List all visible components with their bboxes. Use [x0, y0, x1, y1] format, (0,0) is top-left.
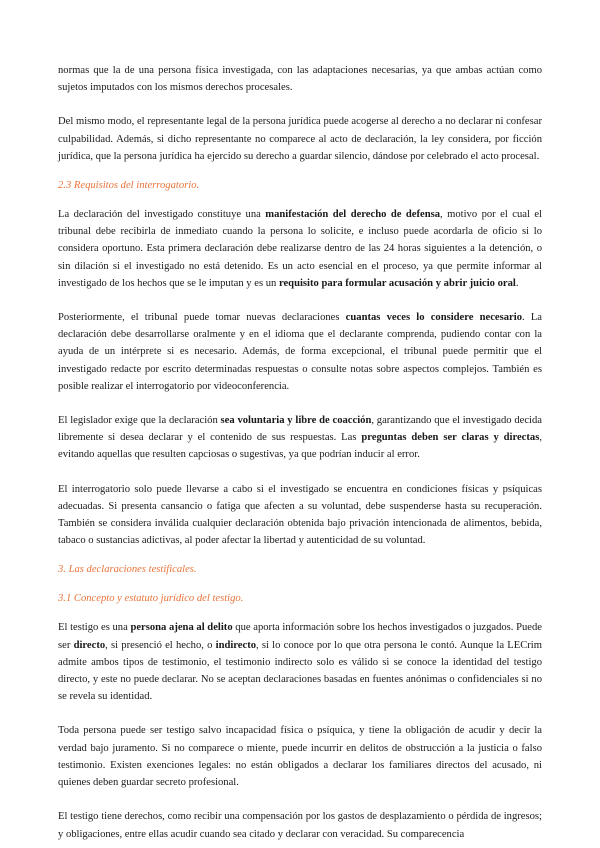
paragraph-legal-representative: Del mismo modo, el representante legal de la persona jurídica puede acogerse al derecho a no declarar ni confesar culpabilidad. Además, si dicho representante no comparece al acto de declaración, la ley considera, por ficción jurídica, que la persona jurídica ha ejercido su derecho a guardar silencio, dándose por celebrado el acto procesal. — [58, 116, 542, 162]
text-run: , garantizando que el investigado decida libremente si desea declarar y el contenido de sus respuestas. Las — [58, 415, 542, 444]
text-run: Posteriormente, el tribunal puede tomar nuevas declaraciones — [58, 312, 346, 324]
text-run: . — [515, 277, 519, 289]
bold-text: cuantas veces lo considere necesario — [345, 312, 522, 324]
paragraph-obligacion-testigo: Toda persona puede ser testigo salvo incapacidad física o psíquica, y tiene la obligación de acudir y decir la verdad bajo juramento. Si no comparece o miente, puede incurrir en delitos de obstrucción a la justicia o falso testimonio. Existen exenciones legales: no están obligados a declarar los familiares directos del acusado, ni quienes deben guardar secreto profesional. — [58, 725, 542, 789]
paragraph-testigo — [58, 619, 542, 705]
bold-text: directo — [73, 639, 106, 651]
bold-text: persona ajena al delito — [130, 622, 233, 634]
text-run: El testigo es una — [58, 622, 131, 634]
text-run: , si presenció el hecho, o — [105, 639, 216, 651]
paragraph-condiciones: El interrogatorio solo puede llevarse a cabo si el investigado se encuentra en condiciones físicas y psíquicas adecuadas. Si presenta cansancio o fatiga que afecten a su voluntad, debe suspenderse hasta su recuperación. También se considera inválida cualquier declaración obtenida bajo privación intencionada de alimentos, bebida, tabaco o sustancias adictivas, al poder afectar la libertad y autenticidad de su voluntad. — [58, 483, 542, 547]
text-run: , si lo conoce por lo que otra persona le contó. Aunque la LECrim admite ambos tipos de testimonio, el testimonio indirecto solo es válido si se conoce la identidad del testigo directo, y este no puede declarar. No se aceptan declaraciones basadas en fuentes anónimas o confidenciales si no se revela su identidad. — [58, 639, 542, 703]
text-run: El legislador exige que la declaración — [58, 415, 221, 427]
text-run: que aporta información sobre los hechos investigados o juzgados. Puede ser — [58, 622, 542, 651]
bold-text: preguntas deben ser claras y directas — [361, 432, 540, 444]
text-run: La declaración del investigado constituye una — [58, 209, 266, 221]
heading-concepto-testigo: 3.1 Concepto y estatuto jurídico del testigo. — [58, 593, 244, 605]
bold-text: manifestación del derecho de defensa — [265, 209, 441, 221]
text-run: , evitando aquellas que resulten capciosas o sugestivas, ya que podrían inducir al error. — [58, 432, 542, 461]
text-run: , motivo por el cual el tribunal debe recibirla de inmediato cuando la persona lo solicite, e incluso puede acordarla de oficio si lo considera oportuno. Esta primera declaración debe realizarse dentro de las 24 horas siguientes a la detención, o sin dilación si el investigado no está detenido. Es un acto esencial en el proceso, ya que permite informar al investigado de los hechos que se le imputan y es un — [58, 209, 542, 289]
paragraph-derechos-testigo: El testigo tiene derechos, como recibir una compensación por los gastos de desplazamiento o pérdida de ingresos; y obligaciones, entre ellas acudir cuando sea citado y declarar con veracidad. Su comparecencia — [58, 811, 542, 840]
bold-text: indirecto — [215, 639, 257, 651]
paragraph-voluntaria — [58, 412, 542, 464]
bold-text: sea voluntaria y libre de coacción — [220, 415, 372, 427]
heading-declaraciones-testificales: 3. Las declaraciones testificales. — [58, 564, 197, 576]
text-run: . La declaración debe desarrollarse oralmente y en el idioma que el declarante comprenda, pudiendo contar con la ayuda de un intérprete si es necesario. Además, de forma excepcional, el tribunal puede permitir que el investigado redacte por escrito determinadas respuestas o consulte notas sobre aspectos complejos. También es posible realizar el interrogatorio por videoconferencia. — [58, 312, 542, 392]
paragraph-nuevas-declaraciones — [58, 309, 542, 395]
document-body — [58, 62, 542, 843]
bold-text: requisito para formular acusación y abrir juicio oral — [278, 277, 516, 289]
paragraph-declaracion-investigado — [58, 206, 542, 292]
paragraph-continuation: normas que la de una persona física investigada, con las adaptaciones necesarias, ya que ambas actúan como sujetos imputados con los mismos derechos procesales. — [58, 65, 542, 94]
heading-requisitos-interrogatorio: 2.3 Requisitos del interrogatorio. — [58, 180, 200, 192]
